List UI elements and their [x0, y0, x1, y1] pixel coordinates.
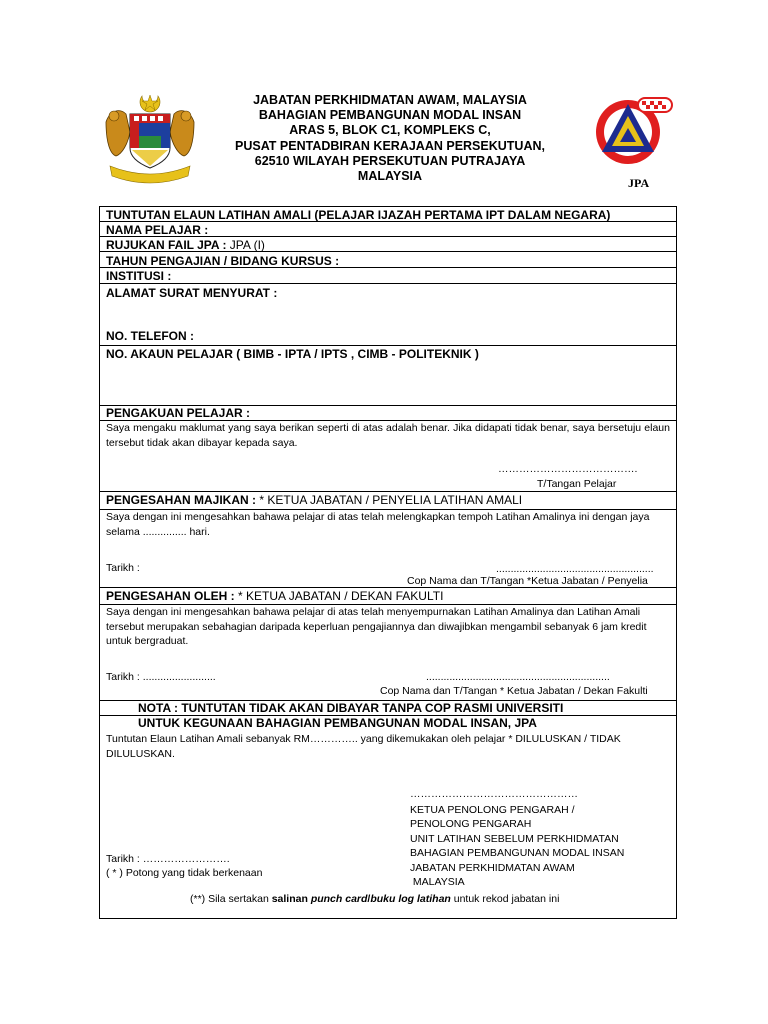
oleh-heading: [106, 589, 443, 603]
claim-form: [99, 206, 677, 919]
telefon-field[interactable]: NO. TELEFON :: [106, 329, 194, 343]
oleh-signature-label: Cop Nama dan T/Tangan * Ketua Jabatan / Dekan Fakulti: [380, 685, 648, 697]
form-title: TUNTUTAN ELAUN LATIHAN AMALI (PELAJAR IJAZAH PERTAMA IPT DALAM NEGARA): [106, 208, 611, 222]
oleh-text: Saya dengan ini mengesahkan bahawa pelajar di atas telah menyempurnakan Latihan Amalinya dan Latihan Amali tersebut merupakan sebahagian daripada keperluan pengajiannya dan diwajibkan mengambil sebanyak 6 jam kredit untuk bergraduat.: [106, 606, 647, 647]
kegunaan-heading: UNTUK KEGUNAAN BAHAGIAN PEMBANGUNAN MODAL INSAN, JPA: [138, 716, 537, 730]
akaun-pelajar-field[interactable]: NO. AKAUN PELAJAR ( BIMB - IPTA / IPTS , CIMB - POLITEKNIK ): [106, 347, 479, 361]
majikan-heading-label: PENGESAHAN MAJIKAN :: [106, 493, 257, 507]
jpa-logo: [592, 92, 676, 172]
header-address: [200, 93, 580, 184]
office-tarikh[interactable]: Tarikh : …………………….: [106, 853, 230, 865]
header-line: MALAYSIA: [357, 169, 423, 184]
footer-post: untuk rekod jabatan ini: [450, 893, 560, 905]
malaysia-coat-of-arms-logo: [100, 92, 200, 184]
office-signature-line: …………………………………………: [410, 788, 578, 800]
majikan-signature-line: ......................................................: [496, 563, 654, 575]
nama-pelajar-field[interactable]: NAMA PELAJAR :: [106, 223, 209, 237]
footer-pre: (**) Sila sertakan: [190, 893, 272, 905]
header-line: JABATAN PERKHIDMATAN AWAM, MALAYSIA: [253, 93, 527, 107]
rujukan-fail-field[interactable]: [106, 238, 265, 252]
oleh-signature-line: ...............................................................: [426, 671, 610, 683]
oleh-heading-label: PENGESAHAN OLEH :: [106, 589, 235, 603]
footer-note: [190, 893, 559, 905]
majikan-text: Saya dengan ini mengesahkan bahawa pelajar di atas telah melengkapkan tempoh Latihan Amalinya ini dengan jaya selama ............... hari.: [106, 511, 650, 538]
majikan-tarikh[interactable]: Tarikh :: [106, 562, 140, 574]
header-line: PUSAT PENTADBIRAN KERAJAAN PERSEKUTUAN,: [235, 138, 545, 153]
pengakuan-signature-line: ………………………………….: [498, 463, 638, 475]
header-line: ARAS 5, BLOK C1, KOMPLEKS C,: [289, 123, 491, 138]
office-text: Tuntutan Elaun Latihan Amali sebanyak RM………….. yang dikemukakan oleh pelajar * DILULUSKAN / TIDAK DILULUSKAN.: [106, 733, 621, 760]
row-divider: [100, 345, 676, 346]
row-divider: [100, 283, 676, 284]
header-line: BAHAGIAN PEMBANGUNAN MODAL INSAN: [258, 108, 522, 123]
rujukan-value: JPA (I): [226, 238, 265, 252]
potong-note: ( * ) Potong yang tidak berkenaan: [106, 867, 263, 879]
row-divider: [100, 491, 676, 492]
rujukan-label: RUJUKAN FAIL JPA :: [106, 238, 227, 252]
signatory-line: PENOLONG PENGARAH: [410, 818, 532, 831]
pengakuan-signature-label: T/Tangan Pelajar: [537, 478, 617, 490]
footer-slash: /: [367, 893, 371, 905]
office-signatory: [410, 803, 624, 889]
row-divider: [100, 587, 676, 588]
signatory-line: BAHAGIAN PEMBANGUNAN MODAL INSAN: [410, 847, 625, 860]
institusi-field[interactable]: INSTITUSI :: [106, 269, 172, 283]
pengakuan-text: Saya mengaku maklumat yang saya berikan seperti di atas adalah benar. Jika didapati tidak benar, saya bersetuju elaun tersebut tidak akan dibayar kepada saya.: [106, 422, 670, 449]
tahun-pengajian-field[interactable]: TAHUN PENGAJIAN / BIDANG KURSUS :: [106, 254, 340, 268]
majikan-heading-rest: * KETUA JABATAN / PENYELIA LATIHAN AMALI: [256, 493, 523, 507]
oleh-tarikh[interactable]: Tarikh : .........................: [106, 671, 216, 683]
header-line: 62510 WILAYAH PERSEKUTUAN PUTRAJAYA: [254, 153, 526, 168]
jpa-logo-text: JPA: [628, 176, 650, 190]
pengakuan-heading: PENGAKUAN PELAJAR :: [106, 406, 251, 420]
signatory-line: MALAYSIA: [410, 876, 465, 889]
majikan-heading: [106, 493, 522, 507]
alamat-field[interactable]: ALAMAT SURAT MENYURAT :: [106, 286, 278, 300]
signatory-line: UNIT LATIHAN SEBELUM PERKHIDMATAN: [410, 832, 619, 845]
footer-buku-log: buku log latihan: [370, 893, 451, 905]
footer-salinan: salinan: [271, 893, 311, 905]
oleh-heading-rest: * KETUA JABATAN / DEKAN FAKULTI: [234, 589, 444, 603]
majikan-signature-label: Cop Nama dan T/Tangan *Ketua Jabatan / Penyelia: [407, 575, 648, 587]
signatory-line: JABATAN PERKHIDMATAN AWAM: [410, 861, 575, 874]
signatory-line: KETUA PENOLONG PENGARAH /: [410, 804, 575, 816]
footer-punch-card: punch card: [310, 893, 368, 905]
nota-heading: NOTA : TUNTUTAN TIDAK AKAN DIBAYAR TANPA COP RASMI UNIVERSITI: [138, 701, 564, 715]
